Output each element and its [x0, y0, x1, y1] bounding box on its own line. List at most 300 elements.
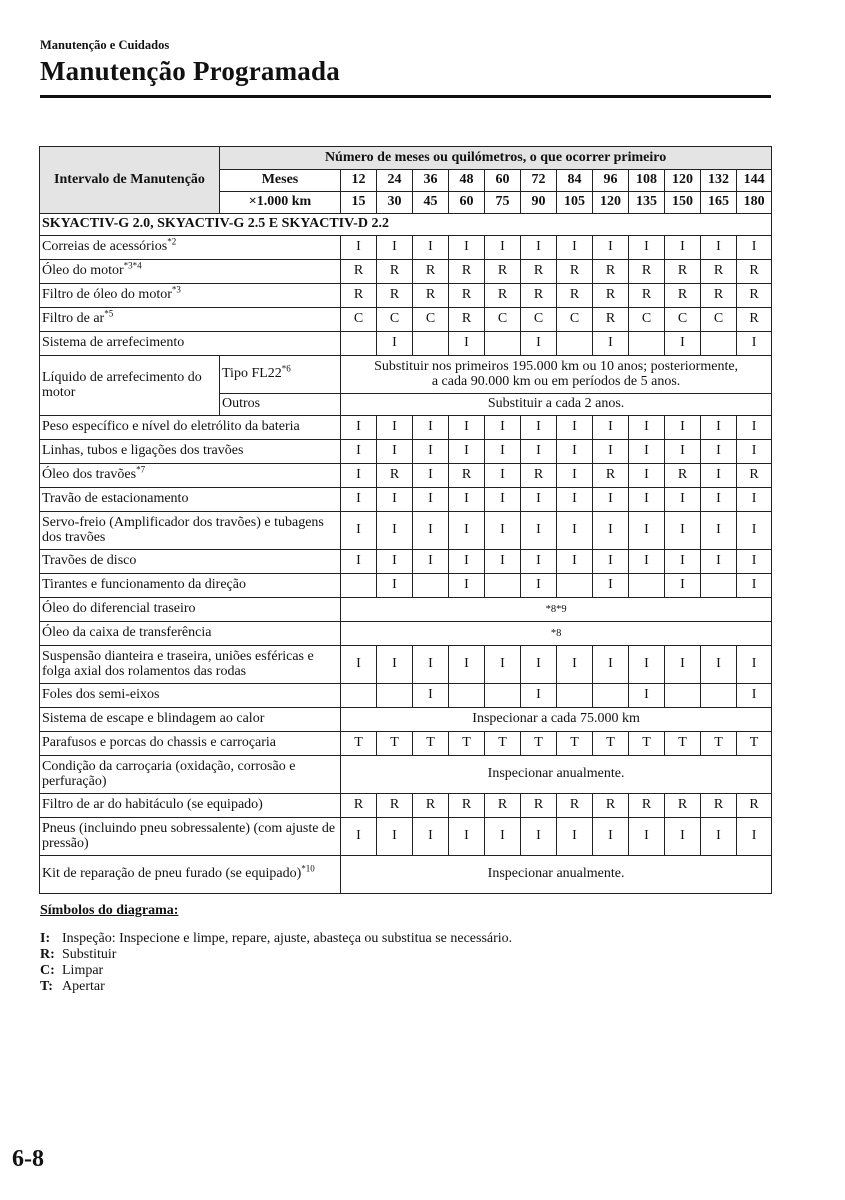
- span-note-cell: Inspecionar a cada 75.000 km: [341, 708, 772, 732]
- schedule-cell: C: [701, 308, 737, 332]
- month-header: 120: [665, 170, 701, 192]
- schedule-cell: I: [449, 550, 485, 574]
- schedule-cell: I: [557, 512, 593, 550]
- schedule-cell: I: [557, 488, 593, 512]
- schedule-cell: I: [557, 646, 593, 684]
- schedule-cell: R: [701, 260, 737, 284]
- month-header: 84: [557, 170, 593, 192]
- schedule-cell: I: [521, 550, 557, 574]
- schedule-cell: I: [593, 332, 629, 356]
- table-row: [40, 684, 772, 708]
- schedule-cell: I: [377, 512, 413, 550]
- schedule-cell: C: [665, 308, 701, 332]
- schedule-cell: I: [449, 332, 485, 356]
- schedule-cell: R: [629, 260, 665, 284]
- footnote-cell: *8*9: [341, 598, 772, 622]
- km-header: 120: [593, 192, 629, 214]
- schedule-cell: I: [665, 574, 701, 598]
- schedule-cell: I: [485, 236, 521, 260]
- schedule-cell: I: [449, 646, 485, 684]
- schedule-cell: I: [341, 646, 377, 684]
- schedule-cell: [701, 574, 737, 598]
- schedule-cell: I: [341, 464, 377, 488]
- title-rule: [40, 95, 771, 98]
- row-label-text: Correias de acessórios: [42, 239, 168, 255]
- schedule-cell: C: [521, 308, 557, 332]
- table-row: [40, 646, 772, 684]
- schedule-cell: R: [485, 284, 521, 308]
- schedule-cell: [665, 684, 701, 708]
- schedule-cell: [341, 684, 377, 708]
- schedule-cell: I: [701, 512, 737, 550]
- schedule-cell: I: [485, 488, 521, 512]
- schedule-cell: I: [593, 550, 629, 574]
- schedule-cell: I: [665, 416, 701, 440]
- schedule-cell: [701, 684, 737, 708]
- schedule-cell: I: [701, 416, 737, 440]
- schedule-cell: I: [629, 416, 665, 440]
- row-label: [40, 818, 341, 856]
- schedule-cell: I: [701, 646, 737, 684]
- schedule-cell: I: [449, 416, 485, 440]
- schedule-cell: I: [737, 512, 772, 550]
- schedule-cell: I: [629, 440, 665, 464]
- schedule-cell: I: [557, 236, 593, 260]
- schedule-cell: I: [701, 550, 737, 574]
- row-label: [40, 332, 341, 356]
- table-row: [40, 464, 772, 488]
- km-header: 180: [737, 192, 772, 214]
- schedule-cell: I: [377, 236, 413, 260]
- row-label: [40, 622, 341, 646]
- schedule-cell: I: [413, 512, 449, 550]
- table-row: [40, 622, 772, 646]
- coolant-label: Líquido de arrefecimento do motor: [40, 356, 220, 416]
- table-row: [40, 708, 772, 732]
- table-row: [40, 356, 772, 394]
- schedule-cell: R: [521, 260, 557, 284]
- schedule-cell: [629, 332, 665, 356]
- schedule-cell: R: [377, 794, 413, 818]
- table-row: [40, 856, 772, 894]
- schedule-cell: I: [737, 646, 772, 684]
- table-row: [40, 818, 772, 856]
- coolant-others-note: Substituir a cada 2 anos.: [341, 394, 772, 416]
- schedule-cell: [701, 332, 737, 356]
- schedule-cell: R: [449, 794, 485, 818]
- km-header: 165: [701, 192, 737, 214]
- row-label: [40, 684, 341, 708]
- table-row: [40, 332, 772, 356]
- schedule-cell: I: [521, 236, 557, 260]
- schedule-cell: R: [377, 464, 413, 488]
- schedule-cell: R: [701, 284, 737, 308]
- schedule-cell: R: [737, 284, 772, 308]
- schedule-cell: I: [665, 550, 701, 574]
- interval-header: Intervalo de Manutenção: [40, 147, 220, 214]
- schedule-cell: I: [485, 818, 521, 856]
- schedule-cell: C: [377, 308, 413, 332]
- row-label: [40, 308, 341, 332]
- schedule-cell: I: [377, 332, 413, 356]
- row-label-text: Filtro de ar: [42, 311, 105, 327]
- top-header: Número de meses ou quilómetros, o que ocorrer primeiro: [220, 147, 772, 170]
- schedule-cell: R: [593, 464, 629, 488]
- row-label: [40, 284, 341, 308]
- row-label-text: Óleo do motor: [42, 263, 124, 279]
- schedule-cell: I: [593, 512, 629, 550]
- legend-key: T:: [40, 979, 53, 994]
- coolant-fl22-label: [220, 356, 341, 394]
- schedule-cell: I: [413, 488, 449, 512]
- schedule-cell: I: [521, 818, 557, 856]
- schedule-cell: I: [413, 818, 449, 856]
- schedule-cell: [449, 684, 485, 708]
- schedule-cell: I: [413, 646, 449, 684]
- schedule-cell: R: [413, 284, 449, 308]
- schedule-cell: I: [377, 550, 413, 574]
- schedule-cell: I: [413, 464, 449, 488]
- schedule-cell: R: [629, 794, 665, 818]
- schedule-cell: I: [737, 332, 772, 356]
- row-label: [40, 732, 341, 756]
- schedule-cell: R: [377, 260, 413, 284]
- schedule-cell: I: [557, 416, 593, 440]
- schedule-cell: I: [521, 488, 557, 512]
- schedule-cell: R: [341, 794, 377, 818]
- table-row: [40, 284, 772, 308]
- maintenance-schedule-table: [39, 146, 772, 894]
- row-label: [40, 574, 341, 598]
- km-header: 60: [449, 192, 485, 214]
- schedule-cell: I: [521, 440, 557, 464]
- schedule-cell: R: [629, 284, 665, 308]
- legend-item: [40, 963, 512, 979]
- schedule-cell: [341, 574, 377, 598]
- table-row: [40, 574, 772, 598]
- footnote-ref: *3: [171, 284, 181, 295]
- schedule-cell: I: [377, 488, 413, 512]
- schedule-cell: T: [557, 732, 593, 756]
- schedule-cell: I: [629, 818, 665, 856]
- schedule-cell: R: [341, 260, 377, 284]
- legend-key: R:: [40, 947, 55, 962]
- row-label: [40, 440, 341, 464]
- row-label-text: Servo-freio (Amplificador dos travões) e tubagens dos travões: [42, 514, 324, 545]
- schedule-cell: I: [737, 574, 772, 598]
- footnote-ref: *10: [301, 863, 315, 874]
- row-label-text: Óleo da caixa de transferência: [42, 625, 212, 641]
- schedule-cell: I: [593, 818, 629, 856]
- schedule-cell: R: [665, 284, 701, 308]
- schedule-cell: I: [593, 488, 629, 512]
- schedule-cell: I: [449, 236, 485, 260]
- span-note-cell: Inspecionar anualmente.: [341, 856, 772, 894]
- month-header: 72: [521, 170, 557, 192]
- coolant-fl22-text: Tipo FL22: [222, 366, 282, 382]
- row-label: [40, 488, 341, 512]
- month-header: 48: [449, 170, 485, 192]
- schedule-cell: R: [593, 794, 629, 818]
- schedule-cell: I: [737, 236, 772, 260]
- schedule-cell: R: [449, 284, 485, 308]
- schedule-cell: R: [521, 464, 557, 488]
- engine-group-header: SKYACTIV-G 2.0, SKYACTIV-G 2.5 E SKYACTIV-D 2.2: [40, 214, 772, 236]
- km-header: 15: [341, 192, 377, 214]
- schedule-cell: T: [485, 732, 521, 756]
- schedule-cell: I: [413, 416, 449, 440]
- row-label-text: Filtro de óleo do motor: [42, 287, 172, 303]
- schedule-cell: I: [593, 440, 629, 464]
- schedule-cell: I: [701, 488, 737, 512]
- section-label: Manutenção e Cuidados: [40, 38, 170, 52]
- schedule-cell: I: [737, 416, 772, 440]
- schedule-cell: I: [521, 684, 557, 708]
- legend-text: Substituir: [62, 947, 117, 962]
- schedule-cell: I: [665, 646, 701, 684]
- schedule-cell: R: [557, 260, 593, 284]
- table-row: [40, 794, 772, 818]
- legend-text: Inspeção: Inspecione e limpe, repare, ajuste, abasteça ou substitua se necessário.: [62, 931, 513, 946]
- schedule-cell: T: [521, 732, 557, 756]
- table-row: [40, 308, 772, 332]
- schedule-cell: I: [485, 550, 521, 574]
- month-header: 96: [593, 170, 629, 192]
- schedule-cell: I: [449, 512, 485, 550]
- row-label-text: Sistema de arrefecimento: [42, 335, 185, 351]
- table-row: [40, 236, 772, 260]
- schedule-cell: R: [593, 308, 629, 332]
- schedule-cell: I: [557, 550, 593, 574]
- legend-text: Apertar: [62, 979, 105, 994]
- schedule-cell: I: [737, 684, 772, 708]
- schedule-cell: R: [557, 794, 593, 818]
- schedule-cell: I: [485, 512, 521, 550]
- schedule-cell: I: [665, 440, 701, 464]
- schedule-cell: I: [449, 574, 485, 598]
- schedule-cell: I: [413, 440, 449, 464]
- month-header: 108: [629, 170, 665, 192]
- schedule-cell: C: [413, 308, 449, 332]
- row-label-text: Sistema de escape e blindagem ao calor: [42, 711, 265, 727]
- months-label: Meses: [220, 170, 341, 192]
- schedule-cell: [557, 332, 593, 356]
- schedule-cell: I: [665, 236, 701, 260]
- schedule-cell: I: [629, 684, 665, 708]
- schedule-cell: I: [593, 416, 629, 440]
- page-number: 6-8: [12, 1146, 44, 1172]
- schedule-cell: R: [665, 794, 701, 818]
- schedule-cell: I: [701, 440, 737, 464]
- schedule-cell: C: [629, 308, 665, 332]
- table-row: [40, 756, 772, 794]
- schedule-cell: R: [665, 464, 701, 488]
- row-label: [40, 550, 341, 574]
- km-header: 150: [665, 192, 701, 214]
- schedule-cell: R: [413, 260, 449, 284]
- row-label-text: Pneus (incluindo pneu sobressalente) (com ajuste de pressão): [42, 820, 336, 851]
- schedule-cell: I: [413, 550, 449, 574]
- schedule-cell: R: [701, 794, 737, 818]
- schedule-cell: R: [557, 284, 593, 308]
- schedule-cell: I: [557, 818, 593, 856]
- row-label-text: Travão de estacionamento: [42, 491, 189, 507]
- row-label: [40, 416, 341, 440]
- row-label-text: Óleo dos travões: [42, 467, 137, 483]
- legend-key: C:: [40, 963, 55, 978]
- row-label: [40, 260, 341, 284]
- row-label-text: Foles dos semi-eixos: [42, 687, 160, 703]
- schedule-cell: I: [341, 512, 377, 550]
- schedule-cell: [485, 332, 521, 356]
- row-label: [40, 598, 341, 622]
- footnote-ref: *7: [136, 464, 146, 475]
- row-label-text: Tirantes e funcionamento da direção: [42, 577, 246, 593]
- schedule-cell: [629, 574, 665, 598]
- schedule-cell: R: [593, 260, 629, 284]
- row-label: [40, 756, 341, 794]
- table-row: [40, 598, 772, 622]
- schedule-cell: I: [737, 818, 772, 856]
- row-label: [40, 236, 341, 260]
- schedule-cell: I: [413, 236, 449, 260]
- span-note-cell: Inspecionar anualmente.: [341, 756, 772, 794]
- row-label-text: Travões de disco: [42, 553, 137, 569]
- schedule-cell: I: [593, 646, 629, 684]
- table-row: [40, 260, 772, 284]
- schedule-cell: I: [665, 512, 701, 550]
- schedule-cell: T: [377, 732, 413, 756]
- schedule-cell: I: [485, 464, 521, 488]
- row-label: [40, 856, 341, 894]
- schedule-cell: I: [701, 464, 737, 488]
- schedule-cell: R: [521, 284, 557, 308]
- page-title: Manutenção Programada: [40, 56, 340, 86]
- schedule-cell: I: [557, 440, 593, 464]
- footnote-cell: *8: [341, 622, 772, 646]
- schedule-cell: R: [737, 794, 772, 818]
- schedule-cell: R: [485, 260, 521, 284]
- row-label: [40, 708, 341, 732]
- row-label: [40, 512, 341, 550]
- schedule-cell: I: [341, 440, 377, 464]
- row-label-text: Linhas, tubos e ligações dos travões: [42, 443, 244, 459]
- schedule-cell: I: [485, 440, 521, 464]
- schedule-cell: I: [521, 512, 557, 550]
- schedule-cell: I: [341, 818, 377, 856]
- footnote-ref: *5: [104, 308, 114, 319]
- row-label-text: Óleo do diferencial traseiro: [42, 601, 196, 617]
- schedule-cell: I: [701, 236, 737, 260]
- schedule-cell: I: [665, 332, 701, 356]
- schedule-cell: I: [521, 332, 557, 356]
- schedule-cell: I: [377, 818, 413, 856]
- legend-key: I:: [40, 931, 51, 946]
- row-label-text: Suspensão dianteira e traseira, uniões esféricas e folga axial dos rolamentos das rodas: [42, 648, 314, 679]
- row-label: [40, 464, 341, 488]
- schedule-cell: I: [629, 550, 665, 574]
- schedule-cell: [593, 684, 629, 708]
- coolant-fl22-line1: Substituir nos primeiros 195.000 km ou 10 anos; posteriormente,: [374, 358, 739, 374]
- schedule-cell: R: [737, 464, 772, 488]
- schedule-cell: R: [377, 284, 413, 308]
- schedule-cell: I: [377, 646, 413, 684]
- schedule-cell: T: [449, 732, 485, 756]
- schedule-cell: I: [593, 236, 629, 260]
- schedule-cell: I: [485, 416, 521, 440]
- km-header: 30: [377, 192, 413, 214]
- schedule-cell: R: [413, 794, 449, 818]
- month-header: 12: [341, 170, 377, 192]
- schedule-cell: I: [557, 464, 593, 488]
- schedule-cell: R: [593, 284, 629, 308]
- table-row: [40, 488, 772, 512]
- month-header: 132: [701, 170, 737, 192]
- coolant-fl22-line2: a cada 90.000 km ou em períodos de 5 anos.: [431, 373, 681, 389]
- schedule-cell: I: [521, 646, 557, 684]
- legend: [40, 903, 512, 995]
- month-header: 24: [377, 170, 413, 192]
- km-header: 105: [557, 192, 593, 214]
- schedule-cell: I: [593, 574, 629, 598]
- schedule-cell: I: [629, 646, 665, 684]
- table-row: [40, 416, 772, 440]
- schedule-cell: I: [521, 416, 557, 440]
- schedule-cell: I: [449, 488, 485, 512]
- legend-text: Limpar: [62, 963, 104, 978]
- km-header: 90: [521, 192, 557, 214]
- row-label: [40, 794, 341, 818]
- footnote-ref: *6: [281, 363, 291, 374]
- schedule-cell: I: [629, 464, 665, 488]
- schedule-cell: I: [629, 512, 665, 550]
- legend-item: [40, 979, 512, 995]
- legend-title: Símbolos do diagrama:: [40, 903, 179, 918]
- schedule-cell: I: [737, 440, 772, 464]
- coolant-others-label: Outros: [220, 394, 341, 416]
- schedule-cell: C: [557, 308, 593, 332]
- schedule-cell: I: [737, 550, 772, 574]
- schedule-cell: [413, 332, 449, 356]
- schedule-cell: R: [521, 794, 557, 818]
- schedule-cell: I: [665, 488, 701, 512]
- schedule-cell: R: [737, 308, 772, 332]
- schedule-cell: R: [449, 308, 485, 332]
- row-label-text: Peso específico e nível do eletrólito da bateria: [42, 419, 300, 435]
- row-label-text: Kit de reparação de pneu furado (se equipado): [42, 866, 302, 882]
- schedule-cell: I: [737, 488, 772, 512]
- km-header: 45: [413, 192, 449, 214]
- footnote-ref: *3*4: [123, 260, 142, 271]
- schedule-cell: I: [701, 818, 737, 856]
- schedule-cell: C: [485, 308, 521, 332]
- schedule-cell: I: [629, 488, 665, 512]
- legend-item: [40, 931, 512, 947]
- row-label-text: Parafusos e porcas do chassis e carroçaria: [42, 735, 277, 751]
- schedule-cell: [377, 684, 413, 708]
- schedule-cell: T: [629, 732, 665, 756]
- row-label-text: Condição da carroçaria (oxidação, corrosão e perfuração): [42, 758, 296, 789]
- schedule-cell: I: [665, 818, 701, 856]
- month-header: 144: [737, 170, 772, 192]
- schedule-cell: C: [341, 308, 377, 332]
- schedule-cell: R: [665, 260, 701, 284]
- schedule-cell: I: [341, 550, 377, 574]
- schedule-cell: R: [485, 794, 521, 818]
- schedule-cell: T: [701, 732, 737, 756]
- schedule-cell: [413, 574, 449, 598]
- table-row: [40, 550, 772, 574]
